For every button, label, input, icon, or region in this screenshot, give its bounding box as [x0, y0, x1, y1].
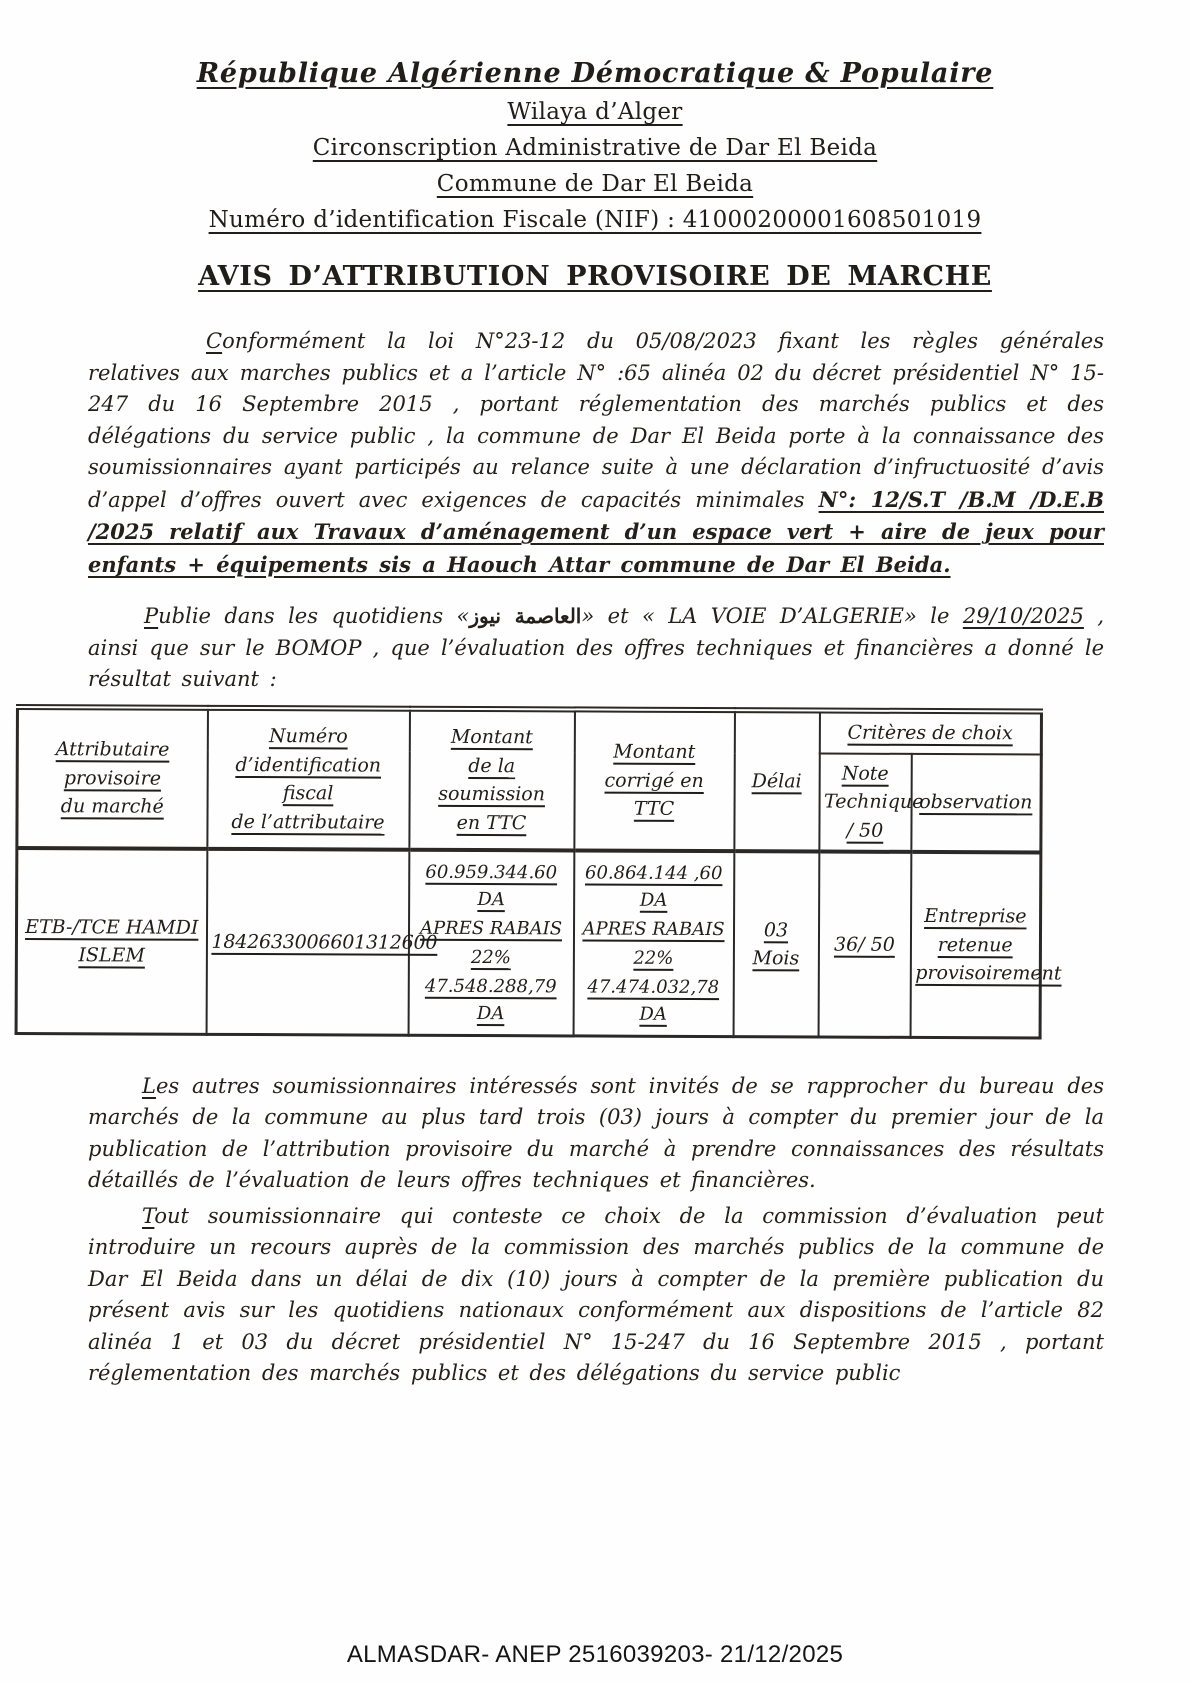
header-line: observation: [919, 790, 1033, 813]
award-table-wrapper: [15, 704, 1190, 1040]
header-montant-corrige: [574, 709, 735, 851]
cell-line: 22%: [470, 946, 511, 968]
publication-text-1: ublie dans les quotidiens «: [158, 604, 470, 628]
cell-montant-corrige: [573, 850, 734, 1036]
others-text: es autres soumissionnaires intéressés sont invités de se rapprocher du bureau des marchés de la commune au plus tard trois (03) jours à compter du premier jour de la publication de l’attribution provisoire du marché à prendre connaissances des résultats détaillés de l’évaluation de leurs offres techniques et financières.: [88, 1073, 1104, 1192]
cell-line: 47.474.032,78 DA: [587, 975, 720, 1025]
header-note-technique: [819, 753, 924, 852]
appeal-paragraph: [88, 1201, 1104, 1390]
cell-delai: [733, 851, 819, 1037]
intro-text: onformément la loi N°23-12 du 05/08/2023 fixant les règles générales relatives aux marches publics et a l’article N° :65 alinéa 02 du décret présidentiel N° 15-247 du 16 Septembre 2015 , portant réglementation des marchés publics et des délégations du service public , la commune de Dar El Beida porte à la connaissance des soumissionnaires ayant participés au relance suite à une déclaration d’infructuosité d’avis d’appel d’offres ouvert avec exigences de capacités minimales: [88, 329, 1104, 512]
cell-note-technique: [818, 851, 911, 1037]
header-line: du marché: [60, 794, 164, 818]
cell-line: 47.548.288,79 DA: [424, 975, 557, 1024]
cell-line: retenue: [937, 933, 1013, 956]
publication-lead-letter: P: [144, 604, 159, 628]
cell-line: 60.959.344.60 DA: [425, 861, 558, 910]
commune-line: Commune de Dar El Beida: [436, 171, 754, 197]
cell-line: 36/ 50: [834, 932, 895, 956]
header-line: Délai: [751, 769, 802, 792]
header-line: Montant corrigé en: [604, 740, 704, 792]
header-line: de la: [468, 753, 516, 777]
header-line: en TTC: [456, 810, 527, 834]
header-attributaire: [17, 707, 208, 849]
header-line: Critères de choix: [847, 721, 1013, 744]
cell-line: provisoirement: [915, 961, 1062, 985]
cell-line: ISLEM: [78, 943, 145, 967]
cell-attributaire: [16, 848, 207, 1034]
header-criteres-de-choix: [819, 710, 1041, 753]
header-line: Attributaire provisoire: [55, 737, 170, 789]
cell-observation: [910, 851, 1062, 1037]
header-line: TTC: [633, 797, 675, 820]
publication-text-2: » et « LA VOIE D’ALGERIE» le: [581, 604, 963, 628]
arabic-newspaper-name: العاصمة نيوز: [469, 604, 582, 628]
circonscription-line: Circonscription Administrative de Dar El Beida: [312, 135, 878, 161]
publication-text-3: , ainsi que sur le BOMOP , que l’évaluation des offres techniques et financières a donné le résultat suivant :: [88, 604, 1105, 691]
recours-lead-letter: T: [142, 1203, 155, 1228]
header-line: Technique: [824, 790, 924, 813]
publication-paragraph: [88, 601, 1104, 696]
header-observation: [911, 753, 1041, 852]
wilaya-line: Wilaya d’Alger: [507, 99, 683, 125]
cell-line: 03: [763, 918, 789, 941]
others-lead-letter: L: [142, 1073, 156, 1098]
header-line: d’identification fiscal: [235, 752, 382, 804]
document-letterhead: [0, 0, 1190, 233]
intro-lead-letter: C: [206, 329, 223, 353]
intro-paragraph: [88, 326, 1104, 581]
cell-line: APRES RABAIS: [582, 917, 725, 940]
cell-line: 1842633006601312600: [211, 930, 438, 954]
cell-line: 60.864.144 ,60 DA: [585, 861, 723, 911]
header-line: Note: [841, 761, 889, 784]
header-line: / 50: [846, 818, 884, 841]
table-row: [16, 848, 1041, 1038]
header-montant-soumission: [409, 708, 575, 850]
cell-line: Entreprise: [924, 904, 1027, 928]
other-bidders-paragraph: [88, 1071, 1104, 1197]
cell-line: Mois: [752, 946, 800, 969]
cell-line: ETB-/TCE HAMDI: [25, 915, 199, 938]
header-fiscal-id: [207, 707, 410, 849]
award-results-table: [15, 704, 1062, 1039]
contract-reference: N°: 12/S.T /B.M /D.E.B /2025 relatif aux Travaux d’aménagement d’un espace vert + aire de jeux pour enfants + équipements sis a Haouch Attar commune de Dar El Beida.: [88, 486, 1104, 577]
nif-line: Numéro d’identification Fiscale (NIF) : 41000200001608501019: [208, 207, 982, 233]
notice-title: AVIS D’ATTRIBUTION PROVISOIRE DE MARCHE: [198, 261, 992, 292]
header-line: soumission: [438, 782, 546, 805]
header-line: de l’attributaire: [231, 809, 385, 833]
cell-line: 22%: [633, 947, 674, 969]
cell-fiscal-id: [206, 848, 438, 1034]
recours-text: out soumissionnaire qui conteste ce choix de la commission d’évaluation peut introduire un recours auprès de la commission des marchés publics de la commune de Dar El Beida dans un délai de dix (10) jours à compter de la première publication du présent avis sur les quotidiens nationaux conformément aux dispositions de l’article 82 alinéa 1 et 03 du décret présidentiel N° 15-247 du 16 Septembre 2015 , portant réglementation des marchés publics et des délégations du service public: [88, 1203, 1104, 1385]
header-line: Montant: [450, 725, 533, 748]
header-line: Numéro: [268, 724, 348, 747]
republic-title: République Algérienne Démocratique & Populaire: [196, 58, 994, 89]
header-delai: [734, 710, 820, 851]
cell-line: APRES RABAIS: [419, 917, 563, 939]
publication-date: 29/10/2025: [962, 604, 1084, 628]
anep-footer: ALMASDAR- ANEP 2516039203- 21/12/2025: [346, 1641, 844, 1668]
